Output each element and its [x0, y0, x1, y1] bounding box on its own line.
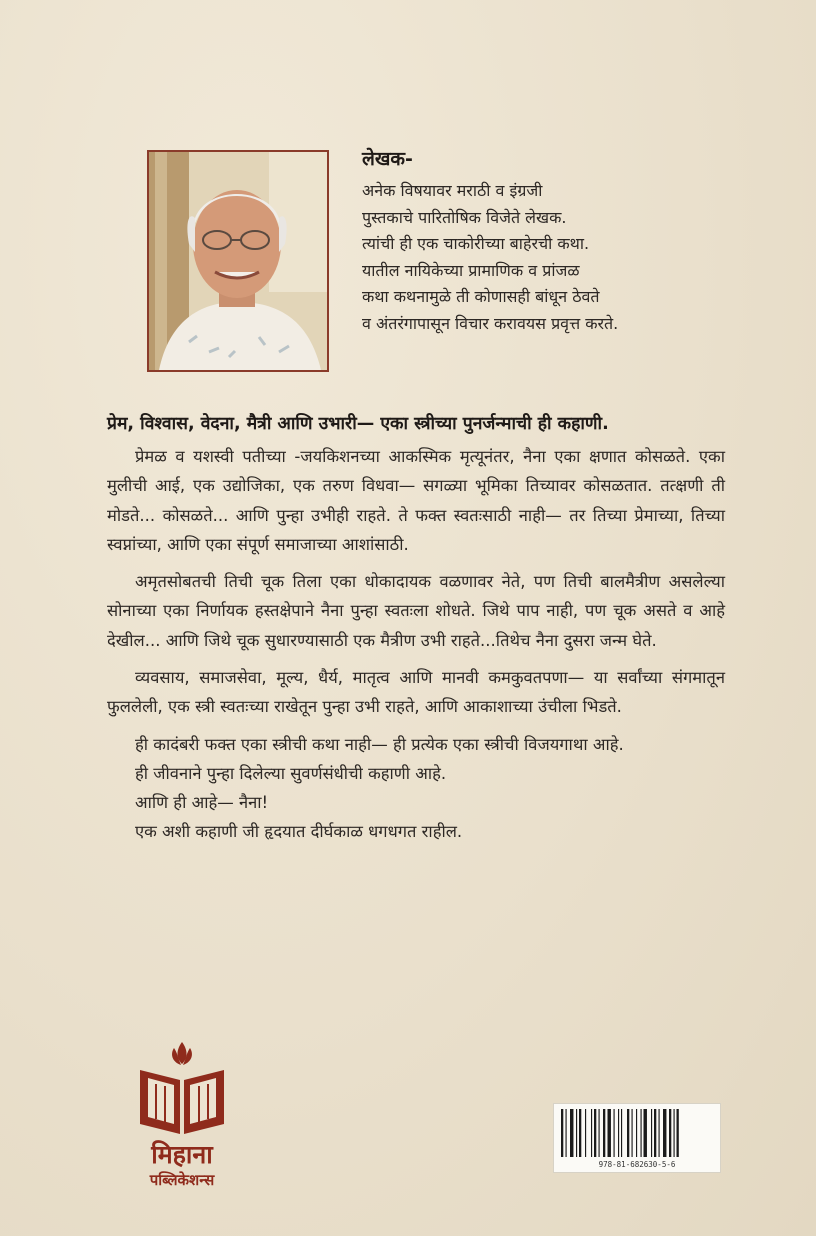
author-line: व अंतरंगापासून विचार करावयस प्रवृत्त करते. — [362, 313, 619, 333]
author-line: पुस्तकाचे पारितोषिक विजेते लेखक. — [362, 207, 567, 227]
blurb-paragraph: प्रेमळ व यशस्वी पतीच्या -जयकिशनच्या आकस्मिक मृत्यूनंतर, नैना एका क्षणात कोसळते. एका मुलीची आई, एक उद्योजिका, एक तरुण विधवा— सगळ्या भूमिका तिच्यावर कोसळतात. तत्क्षणी ती मोडते... कोसळते... आणि पुन्हा उभीही राहते. ते फक्त स्वतःसाठी नाही— तर तिच्या प्रेमाच्या, तिच्या स्वप्नांच्या, आणि एका संपूर्ण समाजाच्या आशांसाठी. — [107, 447, 725, 554]
blurb-tagline: प्रेम, विश्वास, वेदना, मैत्री आणि उभारी— एका स्त्रीच्या पुनर्जन्माची ही कहाणी. — [107, 414, 609, 434]
book-blurb — [107, 410, 725, 846]
blurb-closing-line: एक अशी कहाणी जी हृदयात दीर्घकाळ धगधगत राहील. — [135, 821, 463, 841]
book-lotus-icon — [136, 1040, 228, 1138]
author-line: अनेक विषयावर मराठी व इंग्रजी — [362, 181, 543, 200]
author-line: त्यांची ही एक चाकोरीच्या बाहेरची कथा. — [362, 234, 590, 253]
publisher-logo — [132, 1040, 232, 1190]
author-heading: लेखक- — [362, 148, 413, 170]
author-bio — [362, 146, 782, 337]
blurb-closing-line: आणि ही आहे— नैना! — [135, 792, 269, 812]
author-line: कथा कथनामुळे ती कोणासही बांधून ठेवते — [362, 287, 600, 306]
publisher-name: मिहाना — [151, 1140, 213, 1169]
blurb-closing-line: ही जीवनाने पुन्हा दिलेल्या सुवर्णसंधीची कहाणी आहे. — [135, 763, 447, 783]
blurb-closing-line: ही कादंबरी फक्त एका स्त्रीची कथा नाही— ही प्रत्येक एका स्त्रीची विजयगाथा आहे. — [135, 734, 624, 754]
author-line: यातील नायिकेच्या प्रामाणिक व प्रांजळ — [362, 260, 580, 280]
barcode — [553, 1103, 721, 1173]
author-photo — [147, 150, 329, 372]
blurb-paragraph: अमृतसोबतची तिची चूक तिला एका धोकादायक वळणावर नेते, पण तिची बालमैत्रीण असलेल्या सोनाच्या एका निर्णायक हस्तक्षेपाने नैना पुन्हा स्वतःला शोधते. जिथे पाप नाही, पण चूक असते व आहे देखील... आणि जिथे चूक सुधारण्यासाठी एक मैत्रीण उभी राहते...तिथेच नैना दुसरा जन्म घेते. — [107, 572, 725, 650]
blurb-paragraph: व्यवसाय, समाजसेवा, मूल्य, धैर्य, मातृत्व आणि मानवी कमकुवतपणा— या सर्वांच्या संगमातून फुललेली, एक स्त्री स्वतःच्या राखेतून पुन्हा उभी राहते, आणि आकाशाच्या उंचीला भिडते. — [107, 668, 725, 717]
isbn-number: 978-81-682630-5-6 — [598, 1160, 676, 1169]
barcode-bars — [561, 1109, 715, 1157]
publisher-subtitle: पब्लिकेशन्स — [149, 1171, 215, 1189]
